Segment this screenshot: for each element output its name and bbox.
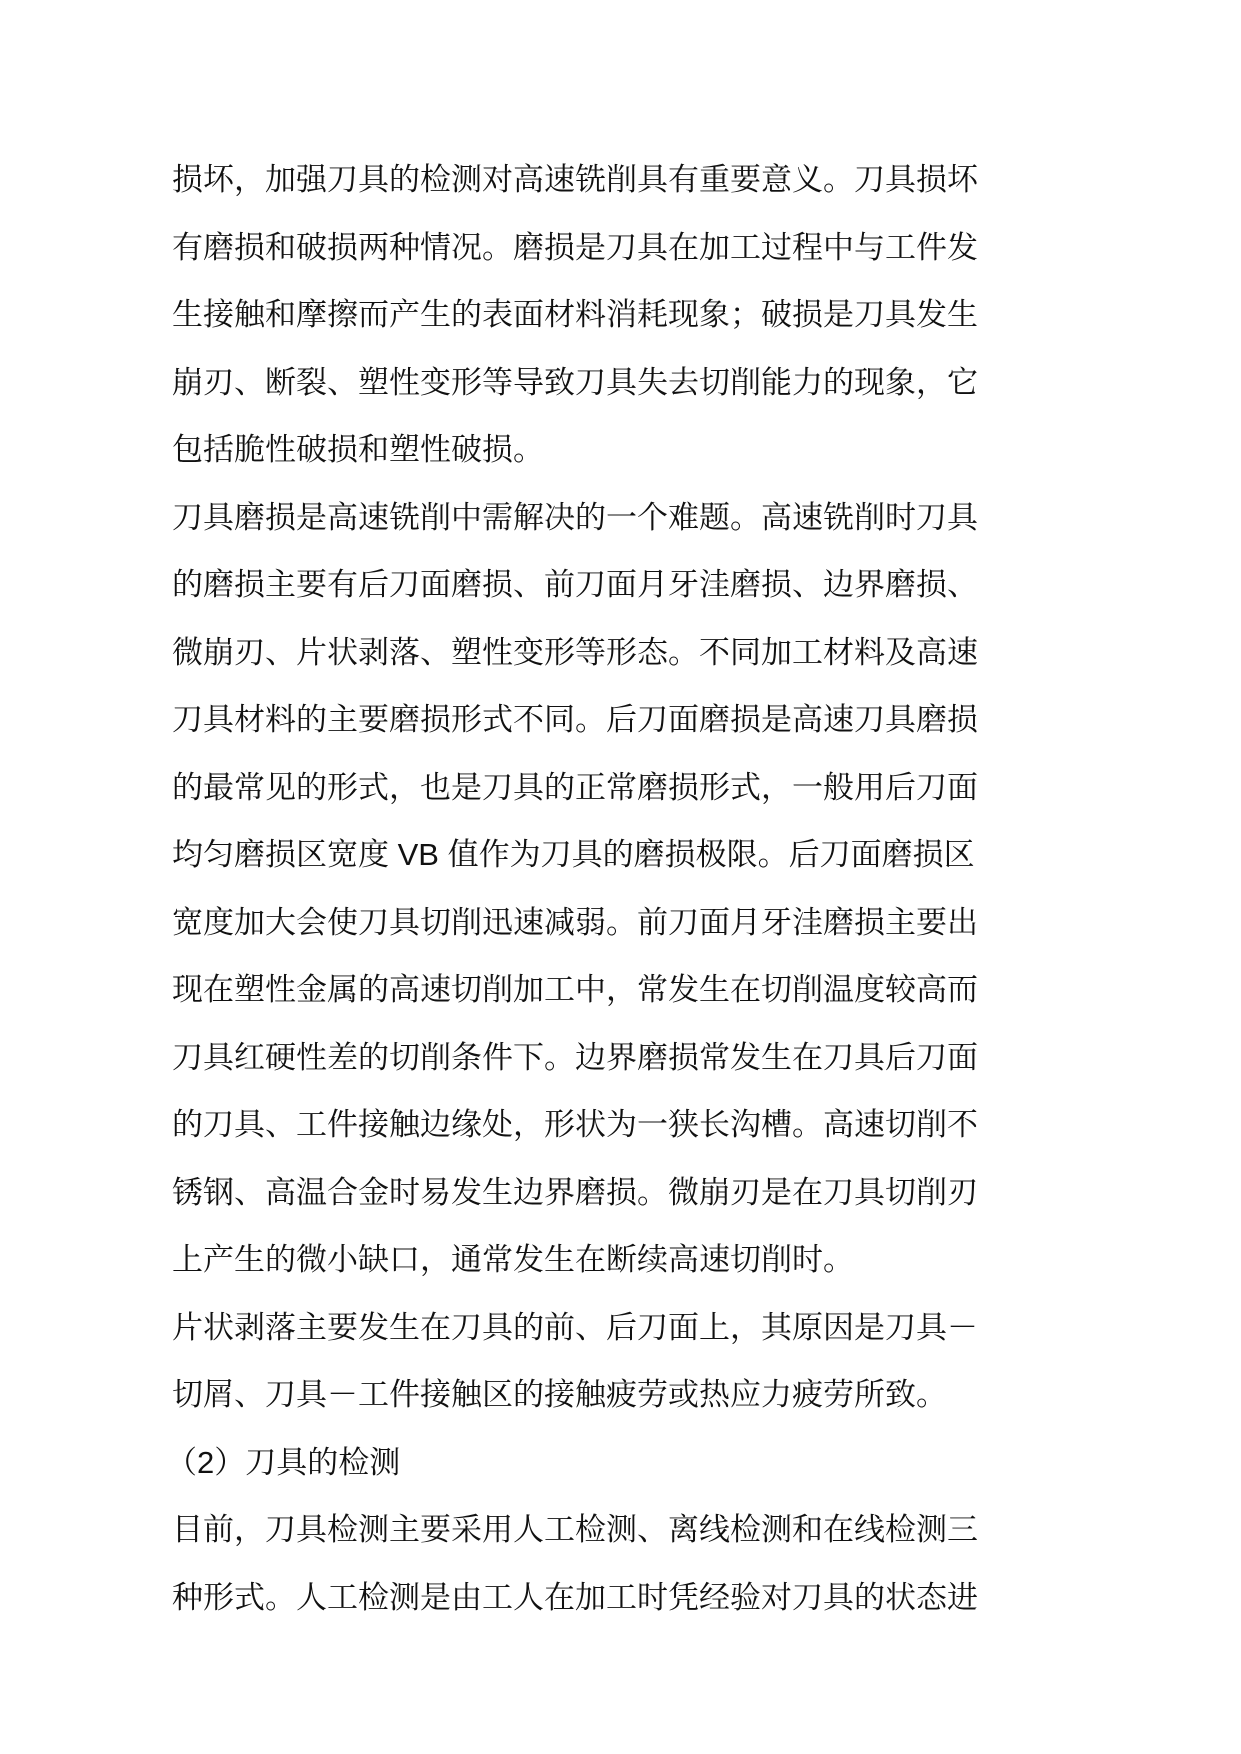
text-line: 刀具材料的主要磨损形式不同。后刀面磨损是高速刀具磨损 <box>172 702 978 737</box>
text-line: 微崩刃、片状剥落、塑性变形等形态。不同加工材料及高速 <box>172 634 978 670</box>
text-line: 均匀磨损区宽度 VB 值作为刀具的磨损极限。后刀面磨损区 <box>172 837 975 872</box>
text-line: 片状剥落主要发生在刀具的前、后刀面上，其原因是刀具－ <box>172 1309 978 1345</box>
section-heading: （2）刀具的检测 <box>166 1444 401 1480</box>
text-line: 上产生的微小缺口，通常发生在断续高速切削时。 <box>172 1242 854 1277</box>
text-line: 种形式。人工检测是由工人在加工时凭经验对刀具的状态进 <box>172 1579 978 1615</box>
text-line: 崩刃、断裂、塑性变形等导致刀具失去切削能力的现象，它 <box>172 364 978 400</box>
text-line: 有磨损和破损两种情况。磨损是刀具在加工过程中与工件发 <box>172 229 978 265</box>
text-line: 的磨损主要有后刀面磨损、前刀面月牙洼磨损、边界磨损、 <box>172 567 978 602</box>
text-line: 现在塑性金属的高速切削加工中，常发生在切削温度较高而 <box>172 972 978 1007</box>
body-text <box>166 146 1072 1631</box>
text-line: 包括脆性破损和塑性破损。 <box>172 432 544 467</box>
text-line: 生接触和摩擦而产生的表面材料消耗现象；破损是刀具发生 <box>172 297 978 332</box>
text-line: 损坏，加强刀具的检测对高速铣削具有重要意义。刀具损坏 <box>172 162 978 197</box>
text-line: 的刀具、工件接触边缘处，形状为一狭长沟槽。高速切削不 <box>172 1107 978 1142</box>
text-line: 刀具红硬性差的切削条件下。边界磨损常发生在刀具后刀面 <box>172 1039 978 1075</box>
text-line: 切屑、刀具－工件接触区的接触疲劳或热应力疲劳所致。 <box>172 1377 947 1412</box>
text-line: 刀具磨损是高速铣削中需解决的一个难题。高速铣削时刀具 <box>172 499 978 535</box>
text-line: 目前，刀具检测主要采用人工检测、离线检测和在线检测三 <box>172 1512 978 1547</box>
text-line: 锈钢、高温合金时易发生边界磨损。微崩刃是在刀具切削刃 <box>172 1174 978 1210</box>
text-line: 的最常见的形式，也是刀具的正常磨损形式，一般用后刀面 <box>172 769 978 805</box>
text-line: 宽度加大会使刀具切削迅速减弱。前刀面月牙洼磨损主要出 <box>172 904 978 940</box>
